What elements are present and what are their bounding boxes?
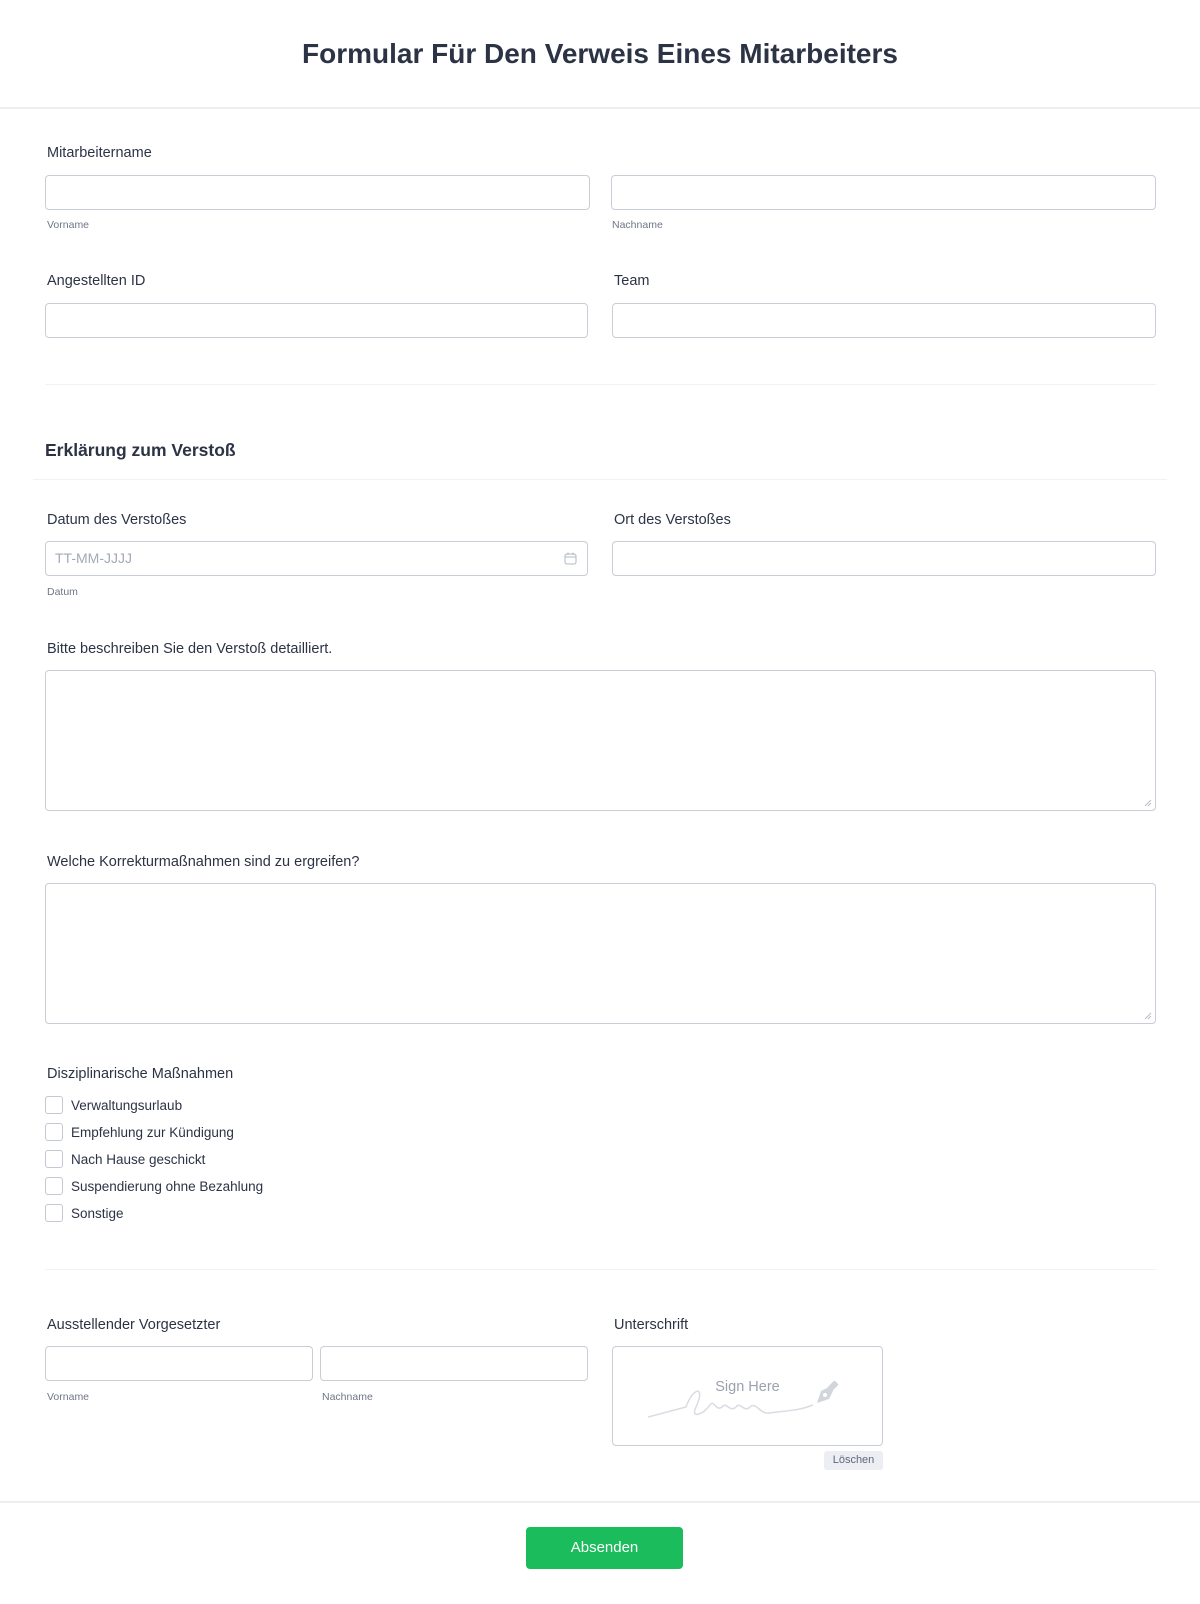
submit-button[interactable]: Absenden — [526, 1527, 683, 1569]
violation-description-label: Bitte beschreiben Sie den Verstoß detailliert. — [47, 641, 333, 657]
signature-label: Unterschrift — [614, 1317, 689, 1333]
checkbox-label: Suspendierung ohne Bezahlung — [71, 1178, 264, 1194]
date-placeholder: TT-MM-JJJJ — [55, 550, 132, 566]
employee-id-label: Angestellten ID — [47, 273, 146, 289]
employee-last-name-sublabel: Nachname — [612, 219, 663, 231]
pen-nib-icon — [813, 1379, 841, 1407]
checkbox[interactable] — [45, 1150, 63, 1168]
supervisor-last-name-input[interactable] — [320, 1346, 588, 1381]
team-label: Team — [614, 273, 650, 289]
violation-location-input[interactable] — [612, 541, 1156, 576]
employee-first-name-sublabel: Vorname — [47, 219, 90, 231]
checkbox[interactable] — [45, 1177, 63, 1195]
checkbox-option[interactable] — [45, 1122, 234, 1142]
section-title-divider — [33, 479, 1167, 480]
supervisor-first-name-sublabel: Vorname — [47, 1391, 90, 1403]
form-header — [0, 0, 1200, 109]
corrective-actions-textarea[interactable] — [45, 883, 1156, 1024]
checkbox[interactable] — [45, 1123, 63, 1141]
supervisor-last-name-sublabel: Nachname — [322, 1391, 373, 1403]
resize-grip-icon[interactable] — [1144, 799, 1152, 807]
checkbox-option[interactable] — [45, 1095, 182, 1115]
employee-first-name-input[interactable] — [45, 175, 590, 210]
violation-date-label: Datum des Verstoßes — [47, 512, 187, 528]
checkbox-option[interactable] — [45, 1149, 205, 1169]
section-divider — [45, 1269, 1156, 1270]
team-input[interactable] — [612, 303, 1156, 338]
employee-id-input[interactable] — [45, 303, 588, 338]
form-title: Formular Für Den Verweis Eines Mitarbeiters — [302, 37, 898, 69]
signature-pad[interactable] — [612, 1346, 883, 1446]
checkbox-label: Nach Hause geschickt — [71, 1151, 206, 1167]
corrective-actions-label: Welche Korrekturmaßnahmen sind zu ergreifen? — [47, 854, 360, 870]
clear-signature-button[interactable]: Löschen — [824, 1451, 883, 1470]
checkbox-label: Sonstige — [71, 1205, 124, 1221]
checkbox-option[interactable] — [45, 1203, 124, 1223]
checkbox-label: Empfehlung zur Kündigung — [71, 1124, 234, 1140]
checkbox-option[interactable] — [45, 1176, 263, 1196]
checkbox-label: Verwaltungsurlaub — [71, 1097, 183, 1113]
supervisor-label: Ausstellender Vorgesetzter — [47, 1317, 221, 1333]
resize-grip-icon[interactable] — [1144, 1012, 1152, 1020]
signature-placeholder: Sign Here — [715, 1379, 780, 1395]
disciplinary-actions-label: Disziplinarische Maßnahmen — [47, 1066, 234, 1082]
violation-location-label: Ort des Verstoßes — [614, 512, 731, 528]
checkbox[interactable] — [45, 1096, 63, 1114]
supervisor-first-name-input[interactable] — [45, 1346, 313, 1381]
violation-description-textarea[interactable] — [45, 670, 1156, 811]
violation-date-input[interactable] — [45, 541, 588, 576]
employee-last-name-input[interactable] — [611, 175, 1156, 210]
checkbox[interactable] — [45, 1204, 63, 1222]
section-title-violation: Erklärung zum Verstoß — [45, 440, 236, 460]
employee-name-label: Mitarbeitername — [47, 145, 152, 161]
violation-date-sublabel: Datum — [47, 586, 78, 598]
section-divider — [45, 384, 1156, 385]
calendar-icon[interactable] — [564, 552, 577, 565]
